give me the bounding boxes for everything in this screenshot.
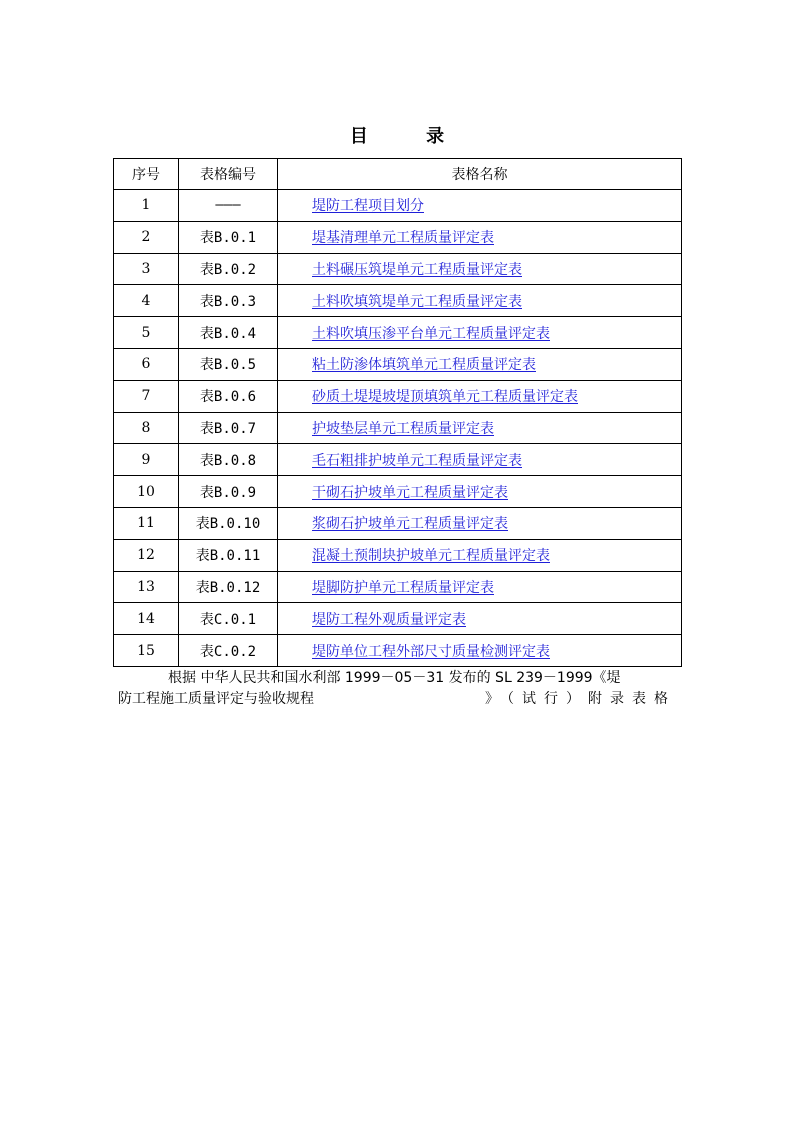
page-title: 目 录 — [349, 126, 471, 147]
row-code: 表B.0.3 — [179, 285, 278, 317]
row-link[interactable]: 干砌石护坡单元工程质量评定表 — [312, 484, 508, 501]
row-num: 13 — [114, 571, 179, 603]
row-link[interactable]: 堤基清理单元工程质量评定表 — [312, 230, 494, 247]
table-row — [114, 380, 682, 412]
table-row — [114, 444, 682, 476]
row-link[interactable]: 毛石粗排护坡单元工程质量评定表 — [312, 452, 522, 469]
source-note-line2 — [118, 689, 676, 710]
row-num: 15 — [114, 635, 179, 667]
row-link[interactable]: 土料吹填压渗平台单元工程质量评定表 — [312, 325, 550, 342]
table-row — [114, 507, 682, 539]
row-code: 表C.0.2 — [179, 635, 278, 667]
source-note-line2-right: 》（试行）附录表格 — [485, 691, 676, 707]
row-num: 8 — [114, 412, 179, 444]
row-name-cell — [278, 221, 682, 253]
row-link[interactable]: 堤防单位工程外部尺寸质量检测评定表 — [312, 643, 550, 660]
table-row — [114, 603, 682, 635]
row-name-cell — [278, 412, 682, 444]
row-link[interactable]: 砂质土堤堤坡堤顶填筑单元工程质量评定表 — [312, 389, 578, 406]
row-name-cell — [278, 380, 682, 412]
row-link[interactable]: 护坡垫层单元工程质量评定表 — [312, 420, 494, 437]
row-name-cell — [278, 571, 682, 603]
row-link[interactable]: 混凝土预制块护坡单元工程质量评定表 — [312, 548, 550, 565]
row-num: 5 — [114, 317, 179, 349]
row-code: ——— — [179, 190, 278, 222]
table-row — [114, 190, 682, 222]
source-note — [118, 668, 676, 710]
row-name-cell — [278, 190, 682, 222]
row-code: 表B.0.10 — [179, 507, 278, 539]
row-code: 表B.0.9 — [179, 476, 278, 508]
table-row — [114, 221, 682, 253]
source-note-line1: 根据 中华人民共和国水利部 1999－05－31 发布的 SL 239－1999《堤 — [168, 670, 621, 686]
row-num: 14 — [114, 603, 179, 635]
table-row — [114, 253, 682, 285]
header-code: 表格编号 — [179, 159, 278, 190]
row-link[interactable]: 浆砌石护坡单元工程质量评定表 — [312, 516, 508, 533]
row-name-cell — [278, 317, 682, 349]
row-code: 表B.0.6 — [179, 380, 278, 412]
toc-table — [113, 158, 682, 667]
row-code: 表B.0.12 — [179, 571, 278, 603]
row-code: 表B.0.8 — [179, 444, 278, 476]
row-num: 6 — [114, 348, 179, 380]
row-link[interactable]: 粘土防渗体填筑单元工程质量评定表 — [312, 357, 536, 374]
row-name-cell — [278, 507, 682, 539]
row-link[interactable]: 土料吹填筑堤单元工程质量评定表 — [312, 293, 522, 310]
header-name: 表格名称 — [278, 159, 682, 190]
table-row — [114, 348, 682, 380]
row-code: 表B.0.7 — [179, 412, 278, 444]
row-link[interactable]: 堤脚防护单元工程质量评定表 — [312, 579, 494, 596]
row-name-cell — [278, 635, 682, 667]
row-name-cell — [278, 253, 682, 285]
table-row — [114, 412, 682, 444]
row-code: 表B.0.5 — [179, 348, 278, 380]
source-note-line2-left: 防工程施工质量评定与验收规程 — [118, 691, 314, 707]
row-num: 4 — [114, 285, 179, 317]
table-row — [114, 635, 682, 667]
row-num: 7 — [114, 380, 179, 412]
row-link[interactable]: 土料碾压筑堤单元工程质量评定表 — [312, 261, 522, 278]
row-name-cell — [278, 348, 682, 380]
row-code: 表B.0.4 — [179, 317, 278, 349]
row-num: 11 — [114, 507, 179, 539]
row-num: 10 — [114, 476, 179, 508]
row-code: 表C.0.1 — [179, 603, 278, 635]
table-row — [114, 285, 682, 317]
row-link[interactable]: 堤防工程外观质量评定表 — [312, 611, 466, 628]
row-num: 12 — [114, 539, 179, 571]
row-code: 表B.0.11 — [179, 539, 278, 571]
table-row — [114, 476, 682, 508]
row-name-cell — [278, 603, 682, 635]
row-name-cell — [278, 444, 682, 476]
row-code: 表B.0.1 — [179, 221, 278, 253]
table-header-row — [114, 159, 682, 190]
table-row — [114, 539, 682, 571]
row-num: 1 — [114, 190, 179, 222]
row-name-cell — [278, 476, 682, 508]
header-num: 序号 — [114, 159, 179, 190]
row-code: 表B.0.2 — [179, 253, 278, 285]
row-name-cell — [278, 285, 682, 317]
row-num: 3 — [114, 253, 179, 285]
row-num: 2 — [114, 221, 179, 253]
table-row — [114, 571, 682, 603]
row-name-cell — [278, 539, 682, 571]
row-num: 9 — [114, 444, 179, 476]
table-row — [114, 317, 682, 349]
row-link[interactable]: 堤防工程项目划分 — [312, 198, 424, 215]
